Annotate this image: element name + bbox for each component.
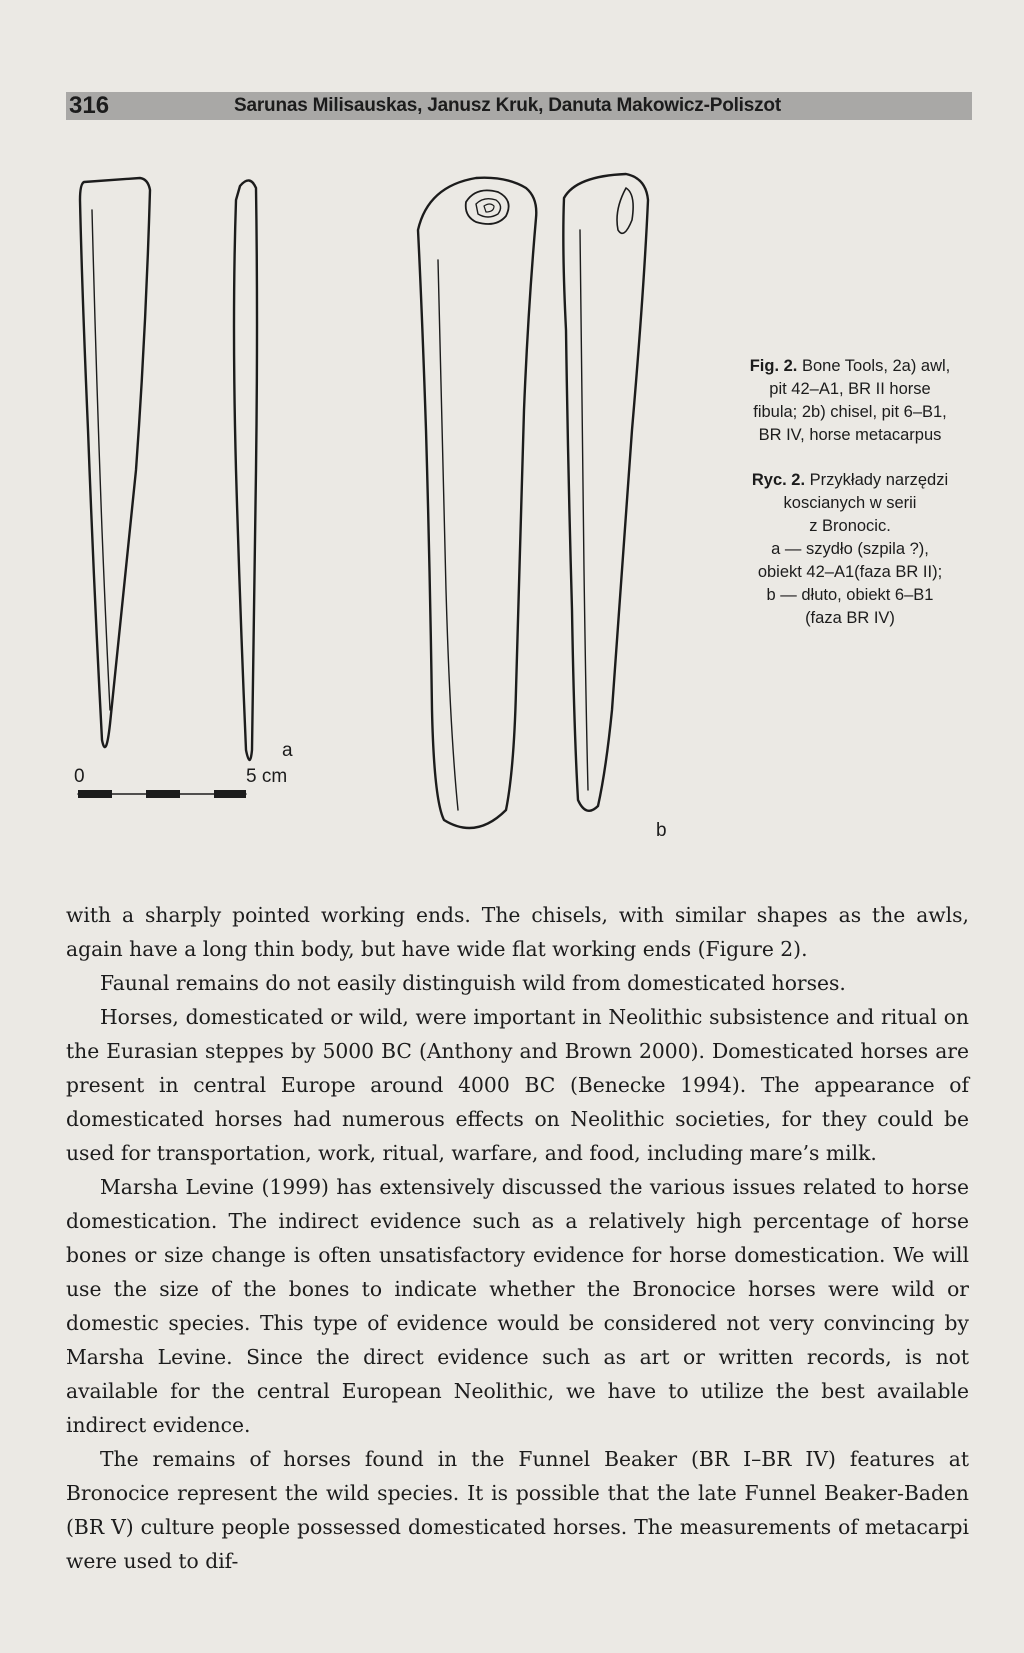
running-header xyxy=(66,92,972,120)
awl-left-outline xyxy=(80,178,150,747)
awl-thin-outline xyxy=(234,180,257,760)
figure-label-a: a xyxy=(282,740,293,761)
figure-caption xyxy=(720,355,980,630)
caption-pl-line-1 xyxy=(720,469,980,492)
paragraph-4: Marsha Levine (1999) has extensively discussed the various issues related to horse domestication. The indirect evidence such as a relatively high percentage of horse bones or size change is often unsatisfactory evidence for horse domestication. We will use the size of the bones to indicate whether the Bronocice horses were wild or domestic species. This type of evidence would be considered not very convincing by Marsha Levine. Since the direct evidence such as art or written records, is not available for the central European Neolithic, we have to utilize the best available indirect evidence. xyxy=(66,1175,969,1437)
chisel-b-inner-line xyxy=(580,230,588,790)
caption-en-text-1: Bone Tools, 2a) awl, xyxy=(801,357,951,375)
caption-pl-line-6: b — dłuto, obiekt 6–B1 xyxy=(766,586,934,604)
caption-pl-line-3: z Bronocic. xyxy=(809,517,891,535)
running-head-authors: Sarunas Milisauskas, Janusz Kruk, Danuta Makowicz-Poliszot xyxy=(234,95,781,116)
paragraph-2: Faunal remains do not easily distinguish wild from domesticated horses. xyxy=(100,971,846,995)
chisel-inner-line xyxy=(438,260,458,810)
chisel-b-outline xyxy=(563,174,648,811)
caption-pl-line-2: koscianych w serii xyxy=(783,494,917,512)
caption-pl-line-4: a — szydło (szpila ?), xyxy=(771,540,929,558)
scale-bar-seg-3 xyxy=(214,790,246,798)
chisel-outline xyxy=(418,178,536,828)
scale-bar-seg-1 xyxy=(78,790,112,798)
awl-left-inner xyxy=(92,210,110,710)
caption-pl-line-7: (faza BR IV) xyxy=(805,609,895,627)
paragraph-3: Horses, domesticated or wild, were important in Neolithic subsistence and ritual on the Eurasian steppes by 5000 BC (Anthony and Brown 2000). Domesticated horses are present in central Europe around 4000 BC (Benecke 1994). The appearance of domesticated horses had numerous effects on Neolithic societies, for they could be used for transportation, work, ritual, warfare, and food, including mare’s milk. xyxy=(66,1005,969,1165)
caption-en-line-4: BR IV, horse metacarpus xyxy=(758,426,942,444)
caption-en-line-2: pit 42–A1, BR II horse xyxy=(769,380,931,398)
chisel-articular-ring-1 xyxy=(466,190,509,224)
caption-pl-text-1: Przykłady narzędzi xyxy=(809,471,949,489)
body-text xyxy=(66,898,969,1578)
caption-gap xyxy=(720,447,980,469)
paragraph-5: The remains of horses found in the Funnel Beaker (BR I–BR IV) features at Bronocice represent the wild species. It is possible that the late Funnel Beaker-Baden (BR V) culture people possessed domesticated horses. The measurements of metacarpi were used to dif- xyxy=(66,1447,969,1573)
caption-en-line-1 xyxy=(720,355,980,378)
scale-end-label: 5 cm xyxy=(246,766,288,787)
chisel-articular-ring-2 xyxy=(476,199,501,217)
caption-pl-label: Ryc. 2. xyxy=(751,471,806,489)
paragraph-1: with a sharply pointed working ends. The chisels, with similar shapes as the awls, again have a long thin body, but have wide flat working ends (Figure 2). xyxy=(66,903,969,961)
caption-en-line-3: fibula; 2b) chisel, pit 6–B1, xyxy=(753,403,947,421)
page-number: 316 xyxy=(69,92,110,119)
scale-start-label: 0 xyxy=(74,766,85,787)
chisel-articular-ring-3 xyxy=(484,204,494,212)
chisel-b-end-detail xyxy=(617,188,633,233)
caption-pl-line-5: obiekt 42–A1(faza BR II); xyxy=(757,563,943,581)
caption-en-label: Fig. 2. xyxy=(749,357,798,375)
figure-label-b: b xyxy=(656,820,667,841)
scale-bar-seg-2 xyxy=(146,790,180,798)
